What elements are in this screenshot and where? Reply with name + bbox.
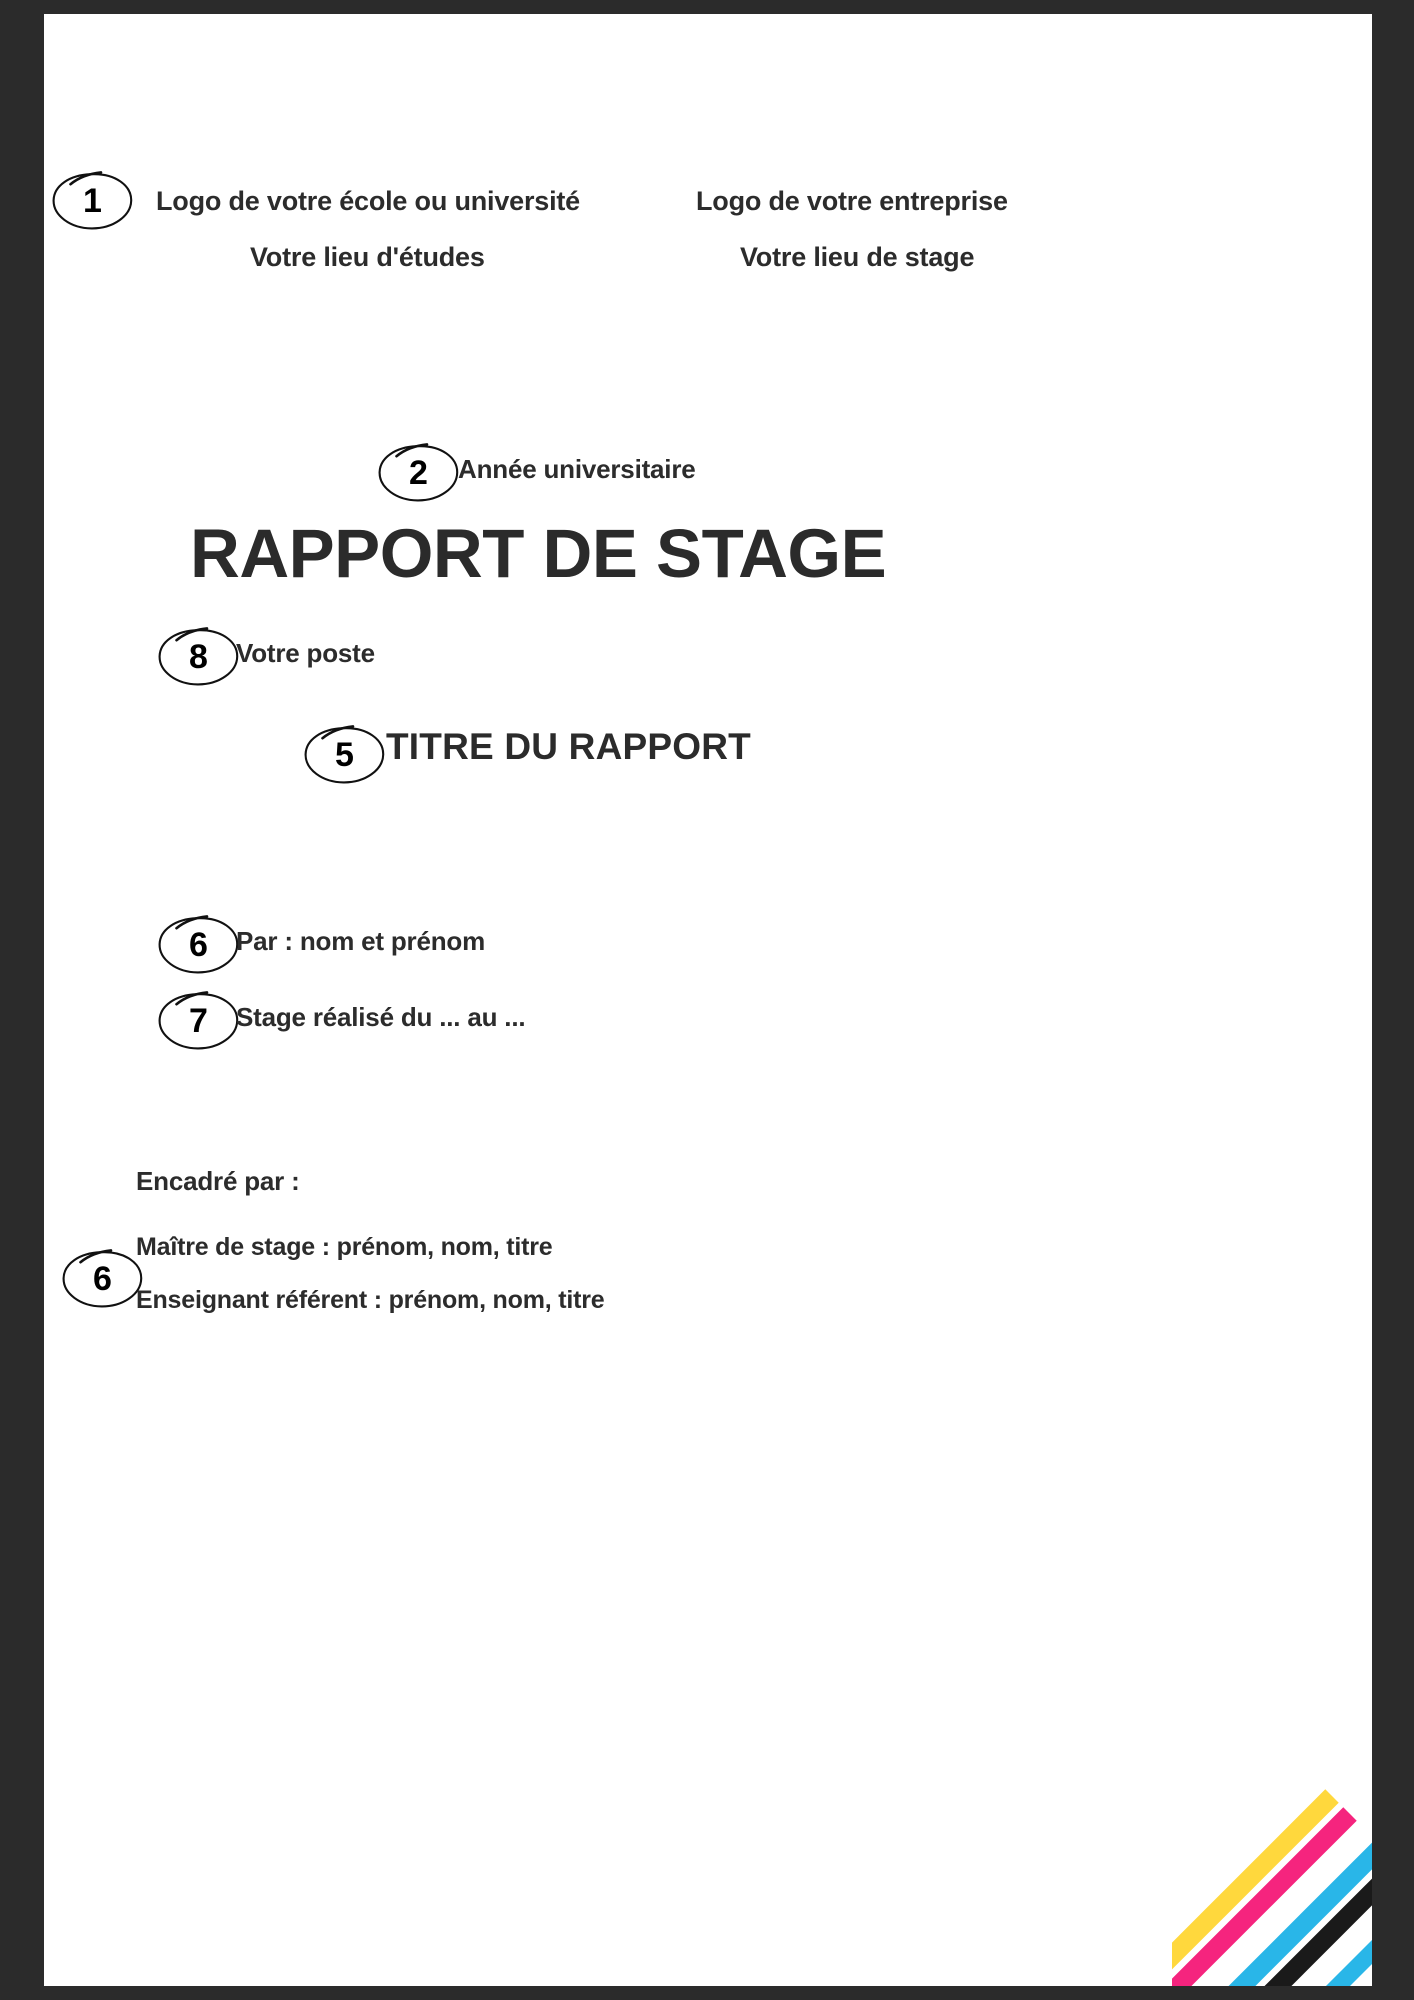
period-label: Stage réalisé du ... au ... — [236, 1002, 526, 1032]
annotation-marker-1 — [50, 170, 134, 232]
supervisors-heading: Encadré par : — [136, 1166, 300, 1196]
annotation-marker-7 — [156, 990, 240, 1052]
annotation-marker-5 — [302, 724, 386, 786]
annotation-marker-8-number: 8 — [189, 637, 208, 676]
annotation-marker-2-number: 2 — [409, 453, 428, 492]
annotation-marker-5-number: 5 — [335, 735, 354, 774]
page-title: RAPPORT DE STAGE — [190, 515, 887, 592]
academic-year-label: Année universitaire — [458, 454, 696, 484]
annotation-marker-6-author-number: 6 — [189, 925, 208, 964]
position-label: Votre poste — [236, 638, 375, 668]
annotation-marker-2 — [376, 442, 460, 504]
header-left-logo-label: Logo de votre école ou université — [156, 186, 580, 216]
header-right-logo-label: Logo de votre entreprise — [696, 186, 1008, 216]
annotation-marker-6-supervisors-number: 6 — [93, 1259, 112, 1298]
annotation-marker-6-supervisors — [60, 1248, 144, 1310]
header-right-place-label: Votre lieu de stage — [740, 242, 975, 272]
supervisor-line-company: Maître de stage : prénom, nom, titre — [136, 1233, 553, 1261]
annotation-marker-1-number: 1 — [83, 181, 102, 220]
page-sheet — [44, 14, 1372, 1986]
cmyk-diagonal-stripes-decoration — [1172, 1726, 1372, 1986]
header-left-place-label: Votre lieu d'études — [250, 242, 485, 272]
annotation-marker-8 — [156, 626, 240, 688]
supervisor-line-academic: Enseignant référent : prénom, nom, titre — [136, 1286, 605, 1314]
annotation-marker-7-number: 7 — [189, 1001, 208, 1040]
annotation-marker-6-author — [156, 914, 240, 976]
report-title: TITRE DU RAPPORT — [386, 726, 751, 767]
author-label: Par : nom et prénom — [236, 926, 486, 956]
